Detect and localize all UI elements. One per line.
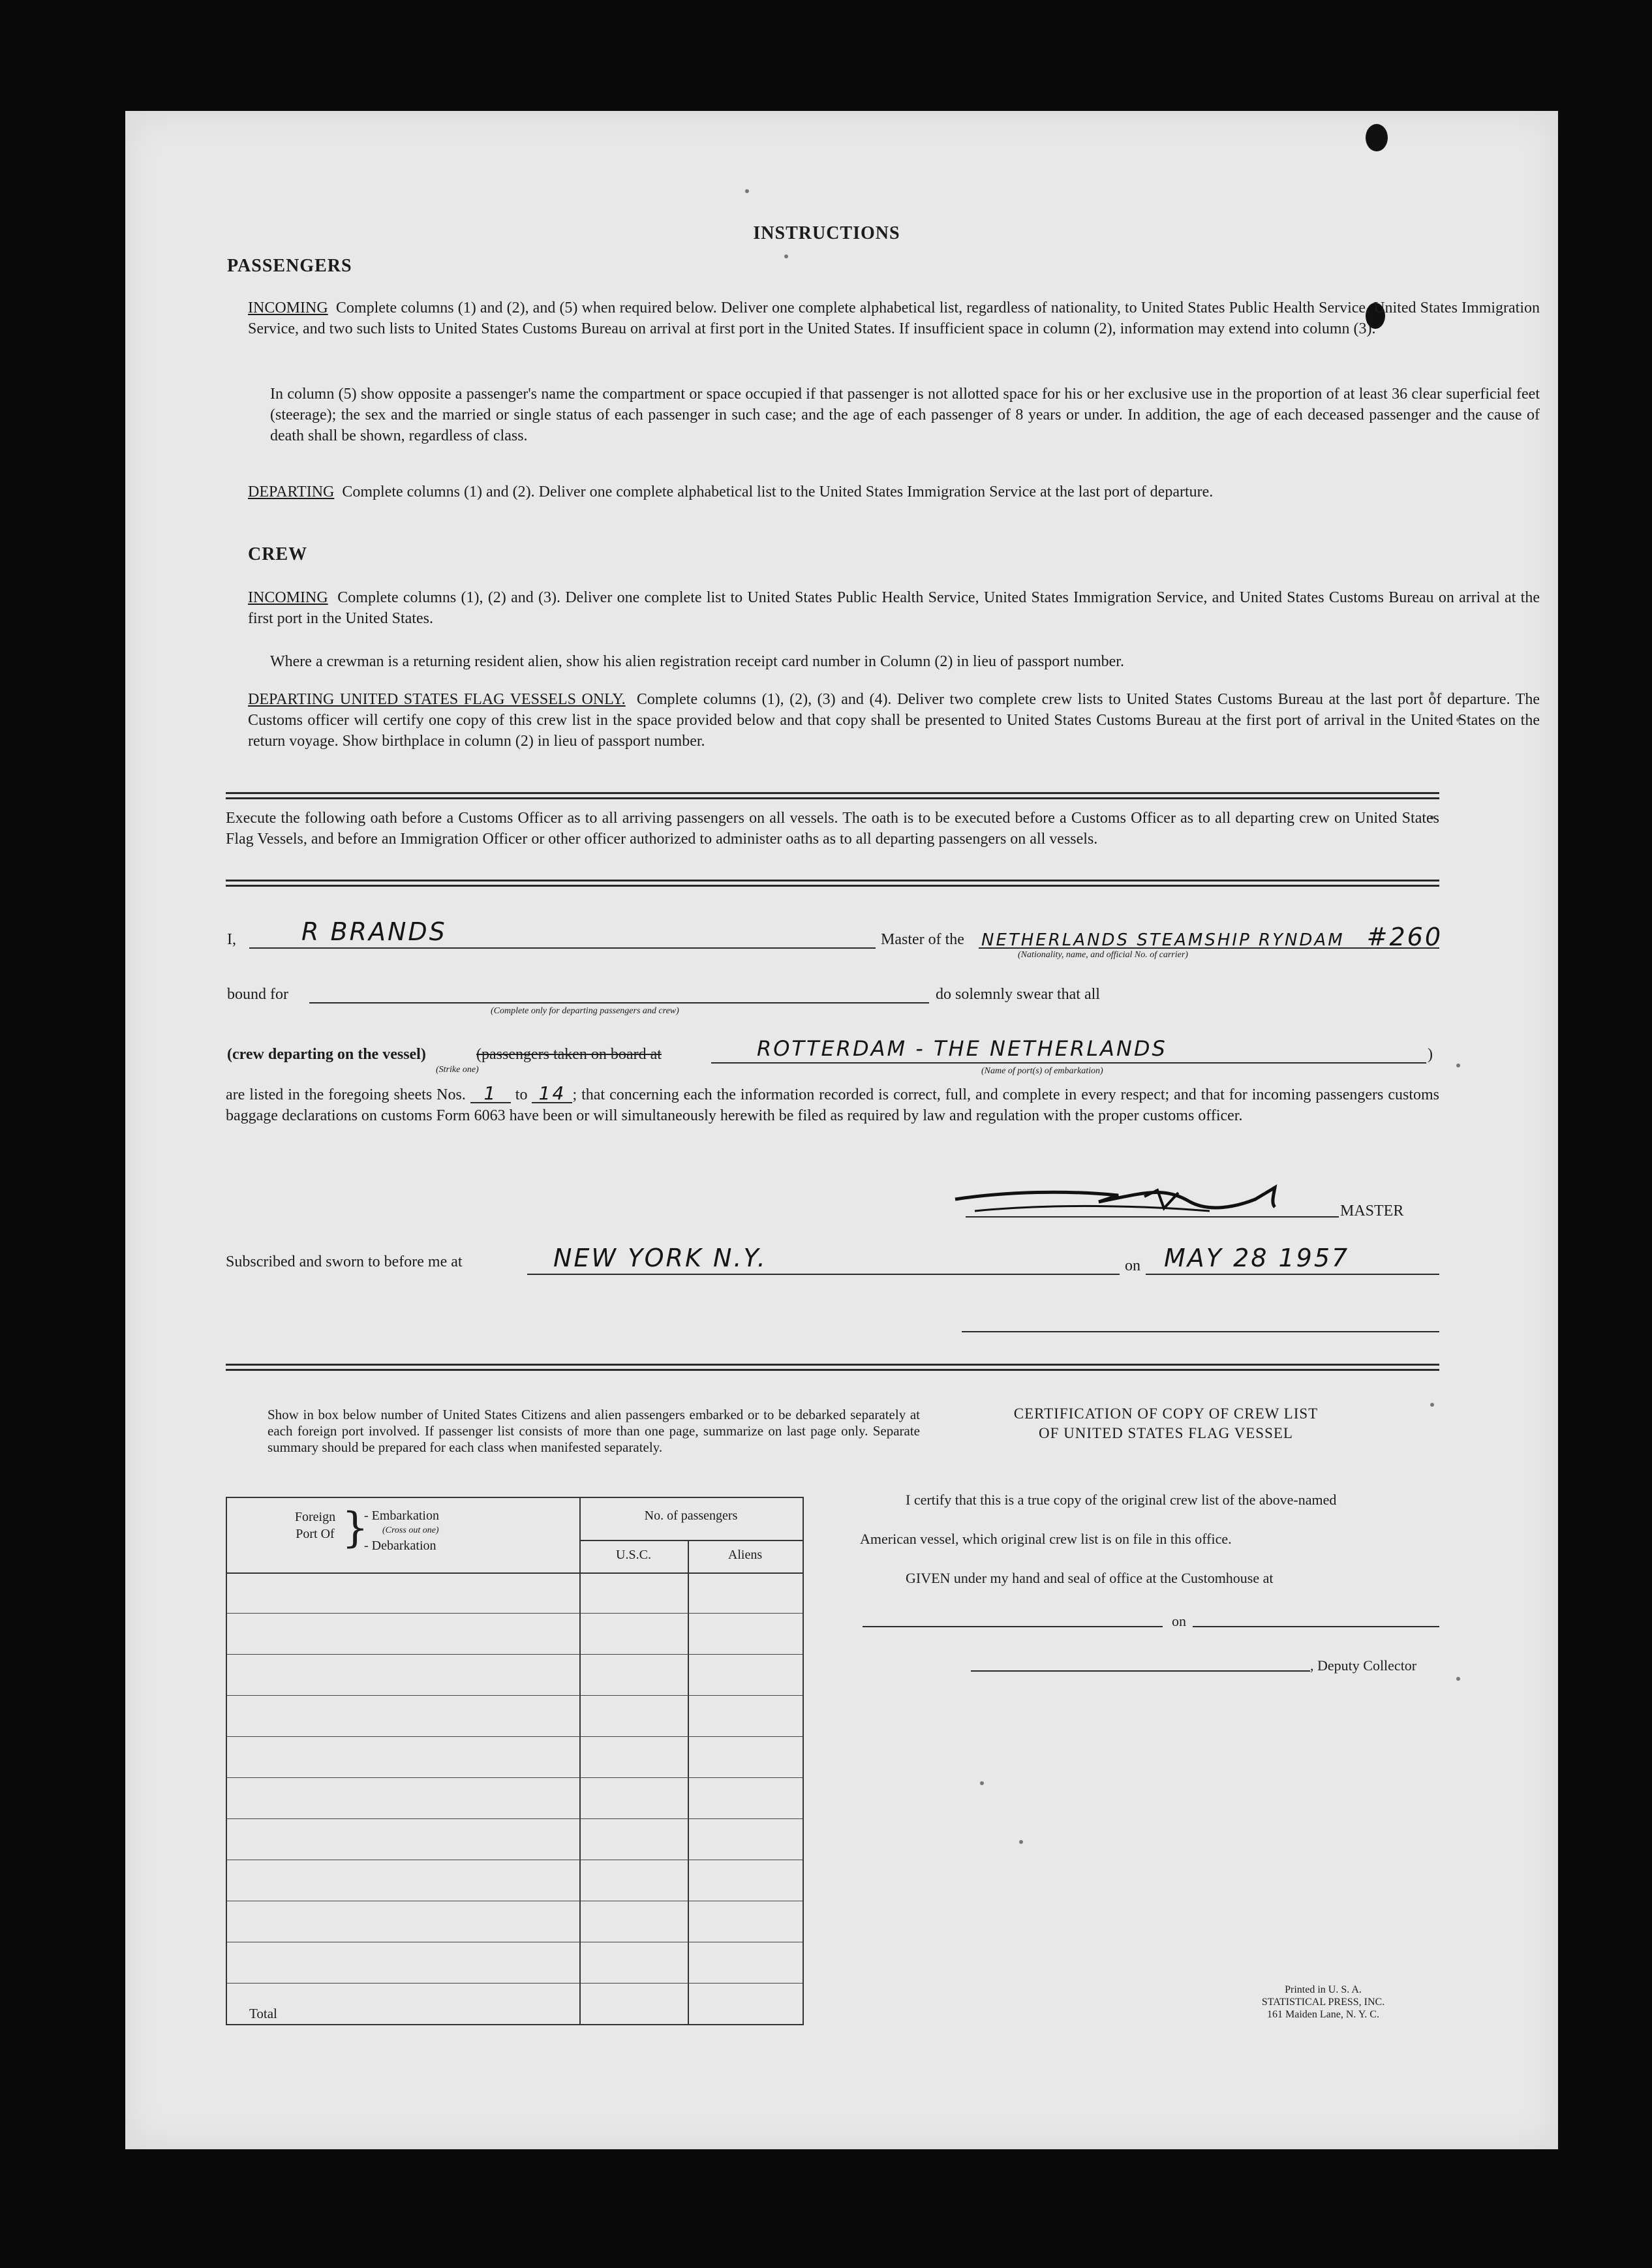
no-of-passengers-label: No. of passengers (644, 1509, 738, 1523)
table-row[interactable] (227, 1655, 803, 1696)
table-row[interactable] (227, 1696, 803, 1737)
crew-departing-text: Complete columns (1), (2), (3) and (4). Deliver two complete crew lists to United States Customs Bureau at the last port of departure. The Customs officer will certify one copy of this crew list in the space provided below and that copy shall be presented to United States Customs Bureau at the first port of arrival in the United States on the return voyage. Show birthplace in column (2) in lieu of passport number. (248, 691, 1540, 750)
sheet-to-field[interactable]: 14 (532, 1085, 572, 1103)
crew-incoming-text: Complete columns (1), (2) and (3). Deliver one complete list to United States Public Health Service, United States Immigration Service, and United States Customs Bureau on arrival at the first port in the United States. (248, 589, 1540, 627)
certification-date-line[interactable] (1193, 1626, 1439, 1627)
embarkation-caption: (Name of port(s) of embarkation) (981, 1066, 1103, 1076)
sworn-date-field[interactable]: MAY 28 1957 (1164, 1244, 1350, 1272)
passengers-incoming-label: INCOMING (248, 299, 328, 316)
crew-departing-paragraph (248, 689, 1540, 752)
customhouse-line[interactable] (863, 1626, 1163, 1627)
passengers-departing-paragraph (248, 482, 1540, 502)
master-label: MASTER (1340, 1203, 1404, 1219)
vessel-number: #260 (1366, 923, 1443, 951)
table-row[interactable] (227, 1901, 803, 1942)
master-signature-line (966, 1216, 1339, 1218)
to-label: to (515, 1086, 528, 1103)
cross-out-caption: (Cross out one) (382, 1525, 439, 1535)
divider (226, 1364, 1439, 1366)
master-signature (949, 1173, 1314, 1229)
passengers-departing-text: Complete columns (1) and (2). Deliver one complete alphabetical list to the United States Immigration Service at the last port of departure. (342, 483, 1214, 500)
passenger-summary-table (226, 1497, 804, 2025)
table-row[interactable] (227, 1572, 803, 1614)
table-header (227, 1498, 803, 1574)
printer-mark (1225, 1984, 1421, 2021)
certify-vessel-text: American vessel, which original crew list is on file in this office. (860, 1531, 1232, 1547)
embarkation-port-field[interactable]: ROTTERDAM - THE NETHERLANDS (757, 1036, 1167, 1061)
crew-resident-paragraph: Where a crewman is a returning resident alien, show his alien registration receipt card number in Column (2) in lieu of passport number. (270, 653, 1124, 670)
passengers-departing-label: DEPARTING (248, 483, 335, 500)
i-label: I, (227, 931, 236, 948)
crew-departing-option: (crew departing on the vessel) (227, 1046, 426, 1063)
close-paren: ) (1428, 1046, 1433, 1063)
passengers-heading: PASSENGERS (227, 256, 352, 276)
vessel-caption: (Nationality, name, and official No. of carrier) (1018, 950, 1188, 960)
deputy-collector-line[interactable] (971, 1670, 1310, 1672)
ink-blot (1366, 124, 1388, 151)
total-label: Total (249, 2006, 277, 2021)
brace: } (342, 1504, 369, 1552)
official-signature-line (962, 1331, 1439, 1332)
master-of-label: Master of the (881, 931, 964, 948)
printer-line-2: STATISTICAL PRESS, INC. (1261, 1997, 1385, 2008)
usc-label: U.S.C. (616, 1548, 651, 1562)
crew-incoming-paragraph (248, 587, 1540, 629)
sworn-place-line (527, 1274, 1120, 1275)
aliens-label: Aliens (727, 1548, 763, 1562)
table-row-total[interactable] (227, 1984, 803, 2029)
sheets-prefix: are listed in the foregoing sheets Nos. (226, 1086, 466, 1103)
master-name-line (249, 947, 876, 949)
subscribed-label: Subscribed and sworn to before me at (226, 1253, 463, 1270)
crew-departing-label: DEPARTING UNITED STATES FLAG VESSELS ONLY. (248, 691, 626, 708)
divider (226, 797, 1439, 799)
form-page (125, 111, 1558, 2149)
passengers-taken-option: (passengers taken on board at (476, 1046, 662, 1063)
foreign-port-label: Foreign Port Of (294, 1510, 336, 1541)
passengers-column5-paragraph: In column (5) show opposite a passenger's name the compartment or space occupied if that passenger is not allotted space for his or her exclusive use in the proportion of at least 36 clear superficial feet (steerage); the sex and the married or single status of each passenger in such case; and the age of each passenger of 8 years or under. In addition, the age of each deceased passenger and the cause of death shall be shown, regardless of class. (270, 386, 1540, 444)
strike-caption: (Strike one) (436, 1065, 479, 1075)
certification-title-1: CERTIFICATION OF COPY OF CREW LIST (1013, 1405, 1319, 1422)
bound-for-label: bound for (227, 986, 288, 1003)
bound-for-caption: (Complete only for departing passengers and crew) (491, 1006, 679, 1016)
swear-text: do solemnly swear that all (936, 986, 1100, 1003)
divider (226, 1369, 1439, 1371)
given-text: GIVEN under my hand and seal of office at the Customhouse at (906, 1570, 1274, 1586)
table-row[interactable] (227, 1942, 803, 1984)
deputy-collector-label: , Deputy Collector (1310, 1657, 1417, 1674)
passengers-incoming-text: Complete columns (1) and (2), and (5) when required below. Deliver one complete alphabetical list, regardless of nationality, to United States Public Health Service, United States Immigration Service, and two such lists to United States Customs Bureau on arrival at first port in the United States. If insufficient space in column (2), information may extend into column (3). (248, 299, 1540, 337)
divider (226, 880, 1439, 881)
embarkation-line (711, 1062, 1426, 1064)
sheets-paragraph (226, 1084, 1439, 1126)
table-row[interactable] (227, 1860, 803, 1901)
certification-on-label: on (1172, 1613, 1186, 1629)
certify-text: I certify that this is a true copy of the original crew list of the above-named (906, 1492, 1337, 1508)
sworn-place-field[interactable]: NEW YORK N.Y. (553, 1244, 767, 1272)
debarkation-label: - Debarkation (364, 1539, 436, 1553)
crew-incoming-label: INCOMING (248, 589, 328, 606)
divider (226, 792, 1439, 794)
sworn-on-label: on (1125, 1257, 1140, 1274)
table-row[interactable] (227, 1778, 803, 1819)
sheets-suffix: ; that concerning each the information recorded is correct, full, and complete in every respect; and that for incoming passengers customs baggage declarations on customs Form 6063 have been or will simultaneously herewith be filed as required by law and regulation with the proper customs officer. (226, 1086, 1439, 1124)
printer-line-3: 161 Maiden Lane, N. Y. C. (1267, 2009, 1379, 2020)
oath-intro: Execute the following oath before a Customs Officer as to all arriving passengers on all vessels. The oath is to be executed before a Customs Officer as to all departing crew on United States Flag Vessels, and before an Immigration Officer or other officer authorized to administer oaths as to all departing passengers on all vessels. (226, 810, 1439, 848)
header-subdivider (579, 1540, 803, 1541)
divider (226, 885, 1439, 887)
certification-title-2: OF UNITED STATES FLAG VESSEL (1039, 1425, 1293, 1441)
table-row[interactable] (227, 1819, 803, 1860)
master-name-field[interactable]: R BRANDS (301, 917, 447, 946)
instructions-title: INSTRUCTIONS (753, 223, 900, 243)
sheet-from-field[interactable]: 1 (470, 1085, 511, 1103)
table-row[interactable] (227, 1737, 803, 1778)
crew-heading: CREW (248, 544, 308, 564)
printer-line-1: Printed in U. S. A. (1285, 1984, 1362, 1995)
passengers-incoming-paragraph (248, 298, 1540, 339)
table-row[interactable] (227, 1614, 803, 1655)
embarkation-label: - Embarkation (364, 1509, 439, 1523)
sworn-date-line (1146, 1274, 1439, 1275)
bound-for-line (309, 1002, 929, 1004)
summary-instructions: Show in box below number of United States Citizens and alien passengers embarked or to be debarked separately at each foreign port involved. If passenger list consists of more than one page, summarize on last page only. Separate summary should be prepared for each class when manifested separately. (268, 1407, 920, 1455)
vessel-name: NETHERLANDS STEAMSHIP RYNDAM (981, 930, 1345, 950)
table-rows (227, 1572, 803, 2024)
vessel-field[interactable] (981, 923, 1443, 951)
